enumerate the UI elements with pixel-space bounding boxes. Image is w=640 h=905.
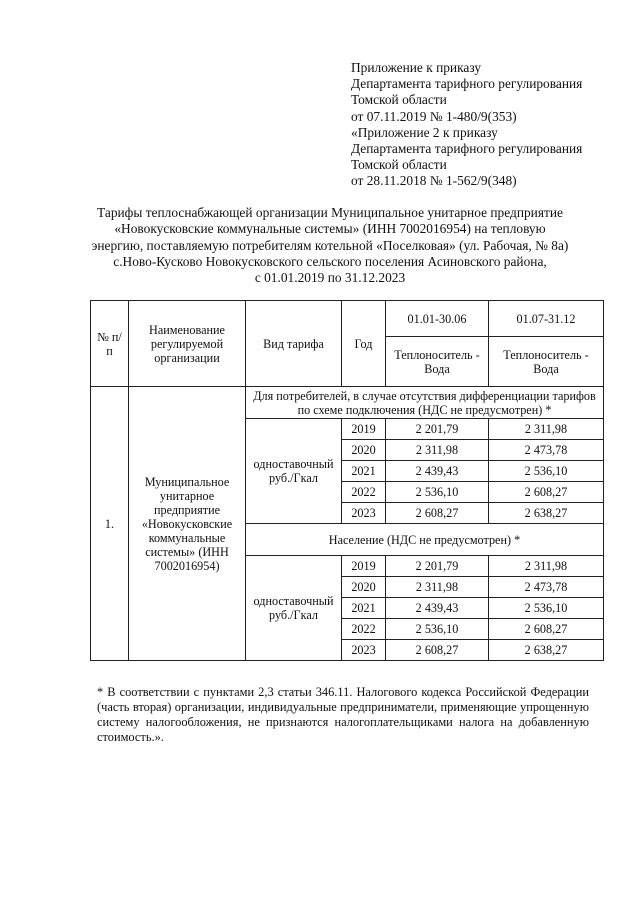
value-cell: 2 201,79 — [386, 556, 489, 577]
value-cell: 2 536,10 — [386, 482, 489, 503]
year-cell: 2019 — [342, 419, 386, 440]
section-title: Для потребителей, в случае отсутствия дифференциации тарифов по схеме подключения (НДС не предусмотрен) * — [246, 387, 604, 419]
value-cell: 2 608,27 — [489, 482, 604, 503]
document-title — [60, 205, 600, 286]
organization-name: Муниципальное унитарное предприятие «Новокусковские коммунальные системы» (ИНН 7002016954) — [129, 387, 246, 661]
value-cell: 2 311,98 — [386, 440, 489, 461]
value-cell: 2 473,78 — [489, 440, 604, 461]
header-carrier-1: Теплоноситель - Вода — [386, 337, 489, 387]
header-line: Приложение к приказу — [351, 60, 482, 75]
year-cell: 2023 — [342, 503, 386, 524]
section-title: Население (НДС не предусмотрен) * — [246, 524, 604, 556]
header-year: Год — [342, 301, 386, 387]
order-header — [351, 60, 621, 190]
value-cell: 2 638,27 — [489, 640, 604, 661]
value-cell: 2 439,43 — [386, 598, 489, 619]
value-cell: 2 201,79 — [386, 419, 489, 440]
year-cell: 2023 — [342, 640, 386, 661]
header-num: № п/п — [91, 301, 129, 387]
header-period-1: 01.01-30.06 — [386, 301, 489, 337]
header-line: Департамента тарифного регулирования — [351, 141, 583, 157]
header-line: от 07.11.2019 № 1-480/9(353) — [351, 108, 517, 124]
value-cell: 2 439,43 — [386, 461, 489, 482]
value-cell: 2 608,27 — [386, 503, 489, 524]
value-cell: 2 311,98 — [489, 556, 604, 577]
year-cell: 2019 — [342, 556, 386, 577]
value-cell: 2 638,27 — [489, 503, 604, 524]
value-cell: 2 608,27 — [386, 640, 489, 661]
value-cell: 2 536,10 — [489, 461, 604, 482]
year-cell: 2022 — [342, 619, 386, 640]
year-cell: 2020 — [342, 577, 386, 598]
value-cell: 2 608,27 — [489, 619, 604, 640]
title-line: энергию, поставляемую потребителям котельной «Поселковая» (ул. Рабочая, № 8а) — [91, 237, 569, 253]
row-number: 1. — [91, 387, 129, 661]
footnote: * В соответствии с пунктами 2,3 статьи 346.11. Налогового кодекса Российской Федерации (часть вторая) организации, индивидуальные предприниматели, применяющие упрощенную систему налогообложения, не признаются налогоплательщиками налога на добавленную стоимость.». — [97, 685, 589, 744]
year-cell: 2021 — [342, 598, 386, 619]
title-line: Тарифы теплоснабжающей организации Муниципальное унитарное предприятие — [97, 205, 563, 220]
header-carrier-2: Теплоноситель - Вода — [489, 337, 604, 387]
title-line: с 01.01.2019 по 31.12.2023 — [254, 270, 406, 286]
header-line: «Приложение 2 к приказу — [351, 124, 498, 140]
header-line: Департамента тарифного регулирования — [351, 76, 583, 92]
value-cell: 2 536,10 — [489, 598, 604, 619]
value-cell: 2 311,98 — [386, 577, 489, 598]
value-cell: 2 473,78 — [489, 577, 604, 598]
year-cell: 2020 — [342, 440, 386, 461]
tariff-type: одноставочный руб./Гкал — [246, 419, 342, 524]
value-cell: 2 536,10 — [386, 619, 489, 640]
tariff-table — [90, 300, 604, 661]
header-line: Томской области — [351, 92, 447, 108]
header-org: Наименование регулируемой организации — [129, 301, 246, 387]
title-line: с.Ново-Кусково Новокусковского сельского поселения Асиновского района, — [113, 253, 547, 269]
tariff-type: одноставочный руб./Гкал — [246, 556, 342, 661]
title-line: «Новокусковские коммунальные системы» (ИНН 7002016954) на тепловую — [114, 221, 546, 237]
year-cell: 2022 — [342, 482, 386, 503]
header-period-2: 01.07-31.12 — [489, 301, 604, 337]
year-cell: 2021 — [342, 461, 386, 482]
header-tariff-type: Вид тарифа — [246, 301, 342, 387]
header-line: от 28.11.2018 № 1-562/9(348) — [351, 173, 517, 189]
value-cell: 2 311,98 — [489, 419, 604, 440]
header-line: Томской области — [351, 157, 447, 173]
